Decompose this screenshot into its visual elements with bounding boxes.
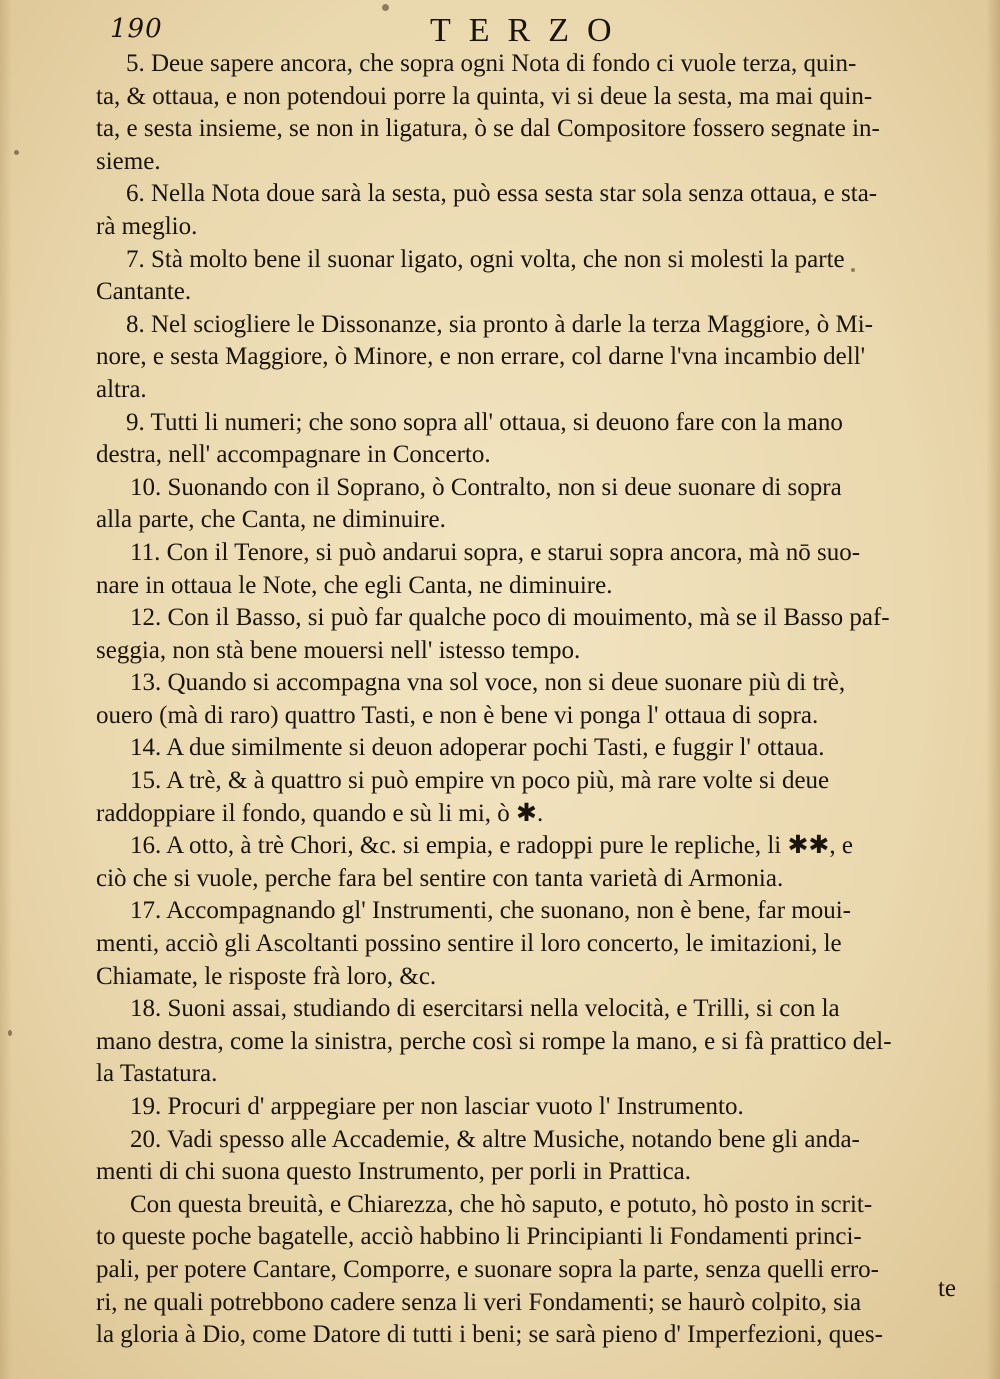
text-line: 9. Tutti li numeri; che sono sopra all' ottaua, si deuono fare con la mano	[126, 408, 843, 436]
text-line: 13. Quando si accompagna vna sol voce, non si deue suonare più di trè,	[130, 669, 846, 697]
text-line: 12. Con il Basso, si può far qualche poco di mouimento, mà se il Basso paf-	[130, 604, 890, 632]
running-title: TERZO	[430, 12, 630, 49]
text-line: destra, nell' accompagnare in Concerto.	[96, 441, 491, 469]
text-line: ciò che si vuole, perche fara bel sentire con tanta varietà di Armonia.	[96, 864, 784, 892]
text-line: ouero (mà di raro) quattro Tasti, e non è bene vi ponga l' ottaua di sopra.	[96, 701, 819, 729]
text-line: altra.	[96, 375, 147, 403]
text-line: 10. Suonando con il Soprano, ò Contralto, non si deue suonare di sopra	[130, 473, 842, 501]
text-line: 8. Nel scioglierе le Dissonanze, sia pronto à darle la terza Maggiore, ò Mi-	[126, 310, 873, 338]
text-line: alla parte, che Canta, ne diminuire.	[96, 506, 446, 534]
text-line: ri, ne quali potrebbono cadere senza li veri Fondamenti; se haurò colpito, sia	[96, 1288, 862, 1316]
text-line: menti di chi suona questo Instrumento, per porli in Prattica.	[96, 1158, 692, 1186]
ink-speck	[14, 150, 19, 155]
text-line: 18. Suoni assai, studiando di esercitarsi nella velocità, e Trilli, si con la	[130, 995, 840, 1023]
text-line: Cantante.	[96, 278, 192, 306]
text-line: pali, per potere Cantare, Comporre, e suonare sopra la parte, senza quelli erro-	[96, 1255, 879, 1283]
page-edge-shadow-left	[0, 0, 12, 1379]
page-edge-shadow-right	[986, 0, 1000, 1379]
text-line: Con questa breuità, e Chiarezza, che hò saputo, e potuto, hò posto in scrit-	[130, 1190, 873, 1218]
text-line: menti, acciò gli Ascoltanti possino sentire il loro concerto, le imitazioni, le	[96, 930, 842, 958]
ink-speck	[851, 268, 855, 272]
text-line: rà meglio.	[96, 212, 198, 240]
page-header	[110, 12, 950, 52]
text-line: la gloria à Dio, come Datore di tutti i beni; se sarà pieno d' Imperfezioni, ques-	[96, 1321, 883, 1349]
ink-speck	[382, 4, 389, 11]
text-line: raddoppiare il fondo, quando e sù li mi, ò ✱.	[96, 799, 544, 827]
text-line: 19. Procuri d' arppegiare per non lasciar vuoto l' Instrumento.	[130, 1093, 744, 1120]
body-text	[96, 48, 952, 1352]
catchword: te	[937, 1275, 956, 1302]
text-line: mano destra, come la sinistra, perche così si rompe la mano, e si fà prattico del-	[96, 1027, 892, 1055]
text-line: to queste poche bagatelle, acciò habbino li Principianti li Fondamenti princi-	[96, 1223, 862, 1251]
text-line: Chiamate, le risposte frà loro, &c.	[96, 962, 437, 990]
text-line: seggia, non stà bene mouersi nell' istesso tempo.	[96, 636, 581, 664]
text-line: 7. Stà molto bene il suonar ligato, ogni volta, che non si molesti la parte	[126, 245, 845, 273]
page-number: 190	[110, 14, 163, 44]
text-line: 14. A due similmente si deuon adoperar pochi Tasti, e fuggir l' ottaua.	[130, 734, 825, 762]
ink-speck	[8, 1030, 12, 1036]
text-line: 20. Vadi spesso alle Accademie, & altre Musiche, notando bene gli anda-	[130, 1125, 860, 1153]
text-line: sieme.	[96, 147, 161, 175]
text-line: nare in ottaua le Note, che egli Canta, ne diminuire.	[96, 571, 613, 599]
text-line: 6. Nella Nota doue sarà la sesta, può essa sesta star sola senza ottaua, e sta-	[126, 180, 878, 208]
text-line: 16. A otto, à trè Chori, &c. si empia, e radoppi pure le repliche, li ✱✱, e	[130, 832, 853, 860]
text-line: 11. Con il Tenore, si può andarui sopra, e starui sopra ancora, mà nō suo-	[130, 538, 861, 566]
text-line: nore, e sesta Maggiore, ò Minore, e non errare, col darne l'vna incambio dell'	[96, 343, 866, 371]
text-line: ta, e sesta insieme, se non in ligatura, ò se dal Compositore fossero segnate in-	[96, 115, 880, 143]
text-line: ta, & ottaua, e non potendoui porre la quinta, vi si deue la sesta, ma mai quin-	[96, 82, 873, 110]
text-line: 5. Deue sapere ancora, che sopra ogni Nota di fondo ci vuole terza, quin-	[126, 50, 857, 77]
text-line: la Tastatura.	[96, 1060, 218, 1088]
text-line: 15. A trè, & à quattro si può empire vn poco più, mà rare volte si deue	[130, 767, 830, 795]
text-line: 17. Accompagnando gl' Instrumenti, che suonano, non è bene, far moui-	[130, 897, 851, 925]
